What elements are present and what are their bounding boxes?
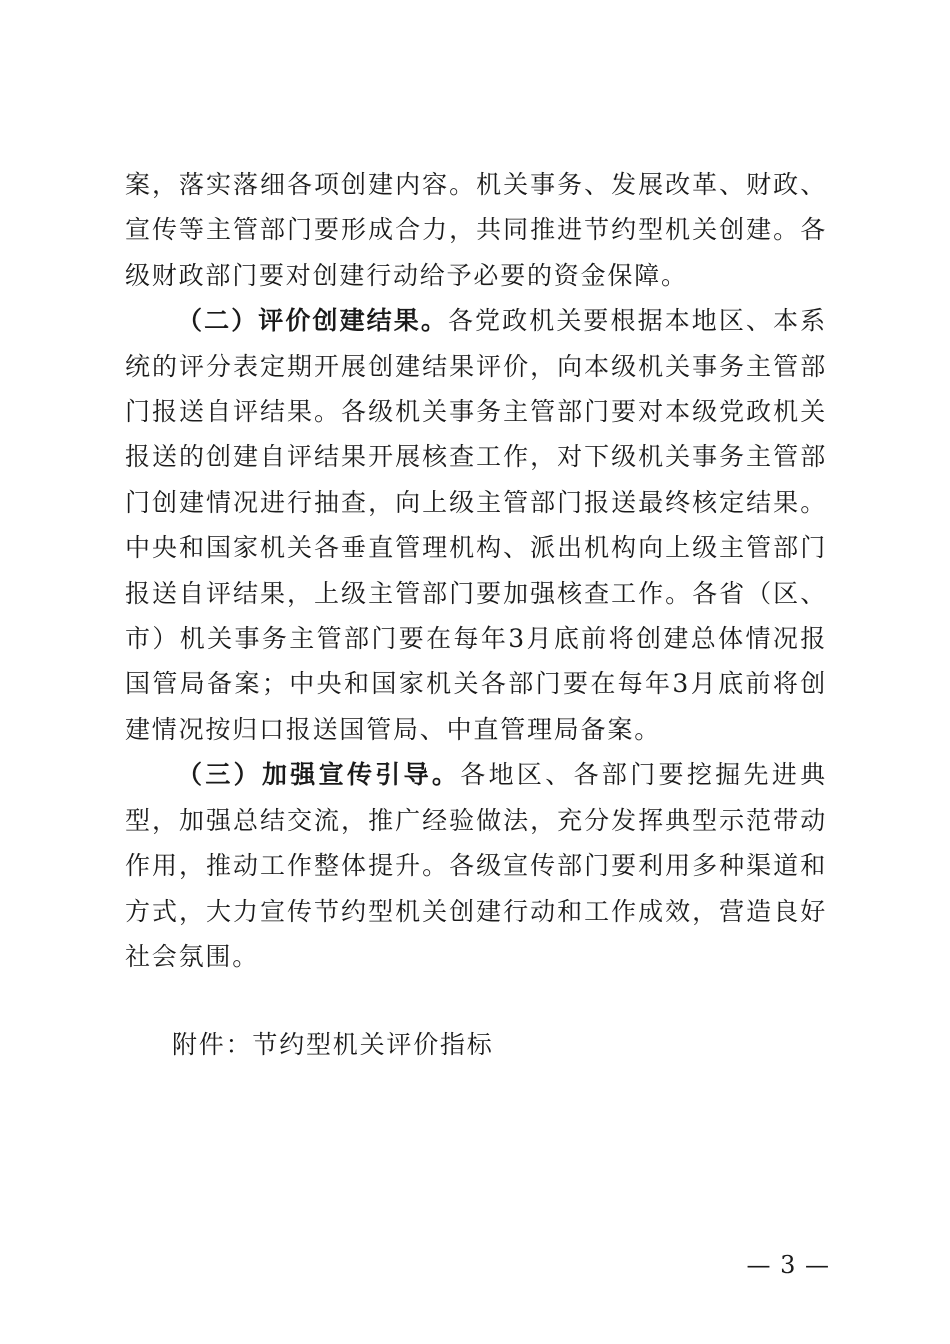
page-number: — 3 —: [746, 1251, 830, 1279]
attachment-line: 附件：节约型机关评价指标: [172, 1030, 494, 1059]
paragraph-text: 各地区、各部门要挖掘先进典型，加强总结交流，推广经验做法，充分发挥典型示范带动作用，推动工作整体提升。各级宣传部门要利用多种渠道和方式，大力宣传节约型机关创建行动和工作成效，营造良好社会氛围。: [125, 760, 827, 971]
section-heading-evaluation: （二）评价创建结果。: [177, 306, 448, 336]
paragraph-evaluation: [125, 298, 827, 752]
paragraph-continuation: [125, 162, 827, 298]
document-body: [125, 162, 827, 979]
section-heading-publicity: （三）加强宣传引导。: [177, 760, 461, 790]
paragraph-text: 各党政机关要根据本地区、本系统的评分表定期开展创建结果评价，向本级机关事务主管部门报送自评结果。各级机关事务主管部门要对本级党政机关报送的创建自评结果开展核查工作，对下级机关事务主管部门创建情况进行抽查，向上级主管部门报送最终核定结果。中央和国家机关各垂直管理机构、派出机构向上级主管部门报送自评结果，上级主管部门要加强核查工作。各省（区、市）机关事务主管部门要在每年3月底前将创建总体情况报国管局备案；中央和国家机关各部门要在每年3月底前将创建情况按归口报送国管局、中直管理局备案。: [125, 306, 827, 744]
paragraph-text: 案，落实落细各项创建内容。机关事务、发展改革、财政、宣传等主管部门要形成合力，共同推进节约型机关创建。各级财政部门要对创建行动给予必要的资金保障。: [125, 170, 827, 290]
paragraph-publicity: [125, 752, 827, 979]
